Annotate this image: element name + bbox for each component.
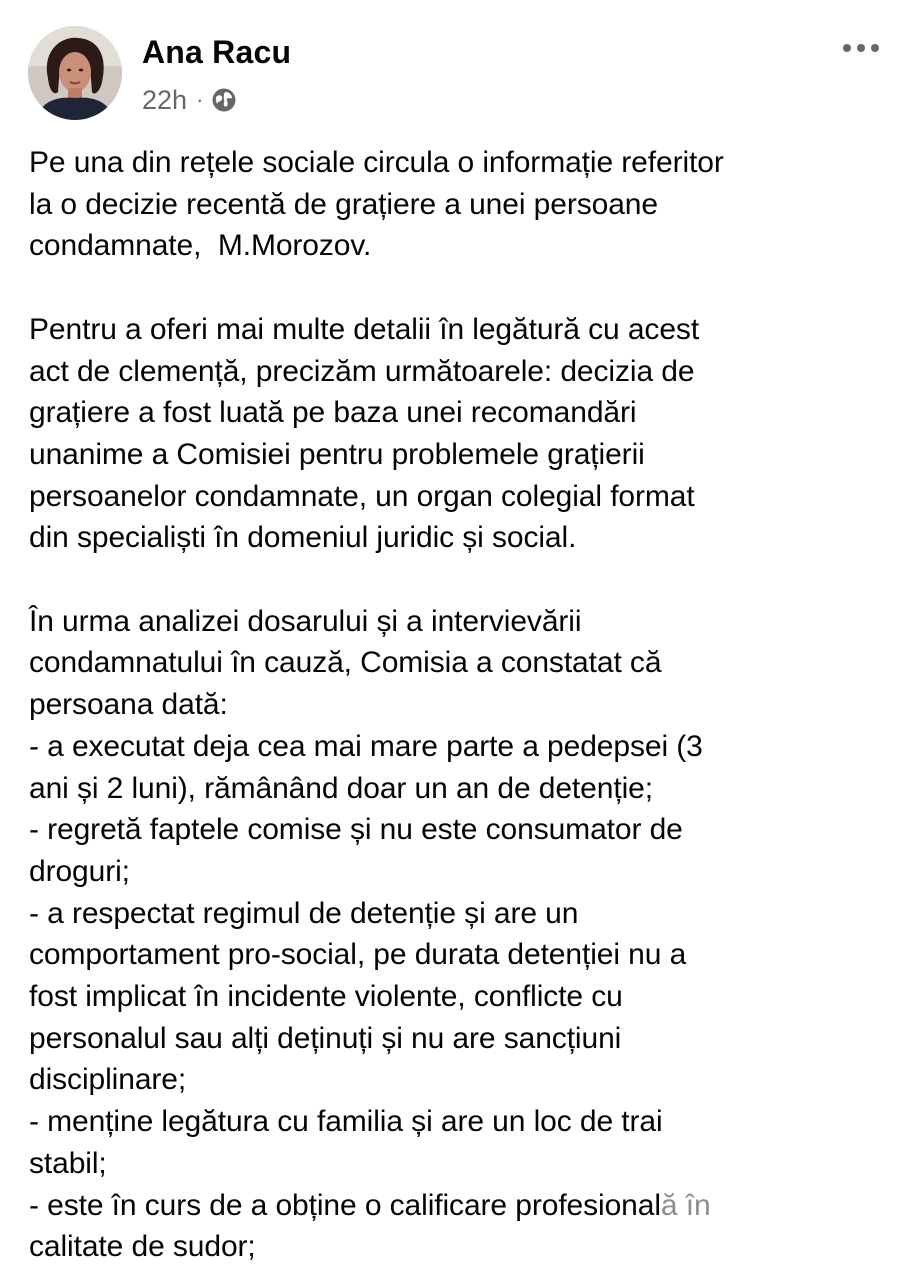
text-line: ani și 2 luni), rămânând doar un an de detenție; (29, 771, 653, 805)
text-line: Pe una din rețele sociale circula o informație referitor (29, 146, 724, 179)
text-line: fost implicat în incidente violente, conflicte cu (29, 980, 623, 1014)
text-line: - menține legătura cu familia și are un loc de trai (29, 1105, 663, 1139)
text-line: condamnate, M.Morozov. (29, 229, 372, 263)
meta-separator: · (196, 87, 204, 112)
text-line: droguri; (29, 854, 130, 888)
text-line: personalul sau alți deținuți și nu are sancțiuni (29, 1021, 622, 1055)
text-line: din specialiști în domeniul juridic și social. (29, 521, 577, 555)
text-line: stabil; (29, 1146, 107, 1180)
text-line: condamnatului în cauză, Comisia a constatat că (29, 646, 662, 680)
post-header (28, 26, 886, 122)
text-line: - a executat deja cea mai mare parte a pedepsei (3 (29, 729, 703, 763)
text-line: unanime a Comisiei pentru problemele grațierii (29, 437, 645, 471)
text-line: grațiere a fost luată pe baza unei recomandări (29, 396, 637, 430)
text-line: comportament pro-social, pe durata detenției nu a (29, 938, 687, 972)
post-paragraph-2 (29, 309, 891, 559)
text-line: disciplinare; (29, 1063, 187, 1097)
text-line: persoanelor condamnate, un organ colegial format (29, 479, 695, 513)
see-more-fade: ă în (660, 1188, 711, 1222)
text-line: act de clemență, precizăm următoarele: decizia de (29, 354, 695, 388)
author-name[interactable]: Ana Racu (142, 34, 292, 70)
text-line: - regretă faptele comise și nu este consumator de (29, 813, 683, 847)
avatar-photo-icon (28, 26, 122, 120)
text-fragment: - este în curs de a obține o calificare profesional (29, 1188, 661, 1222)
post-timestamp[interactable]: 22h (142, 84, 188, 115)
post-paragraph-1 (29, 142, 891, 267)
text-line: În urma analizei dosarului și a intervievării (29, 604, 582, 638)
text-line: la o decizie recentă de grațiere a unei persoane (29, 187, 658, 221)
post-paragraph-3 (29, 601, 891, 1268)
post-text (29, 142, 891, 1268)
text-line: calitate de sudor; (29, 1230, 256, 1264)
text-line: persoana dată: (29, 688, 228, 722)
post-meta (142, 82, 237, 118)
text-line: - a respectat regimul de detenție și are un (29, 896, 579, 930)
text-line-truncated (29, 1185, 891, 1227)
text-line: Pentru a oferi mai multe detalii în legătură cu acest (29, 312, 700, 346)
globe-icon[interactable] (211, 87, 237, 113)
author-avatar[interactable] (28, 26, 122, 120)
more-horizontal-icon[interactable] (842, 40, 880, 56)
